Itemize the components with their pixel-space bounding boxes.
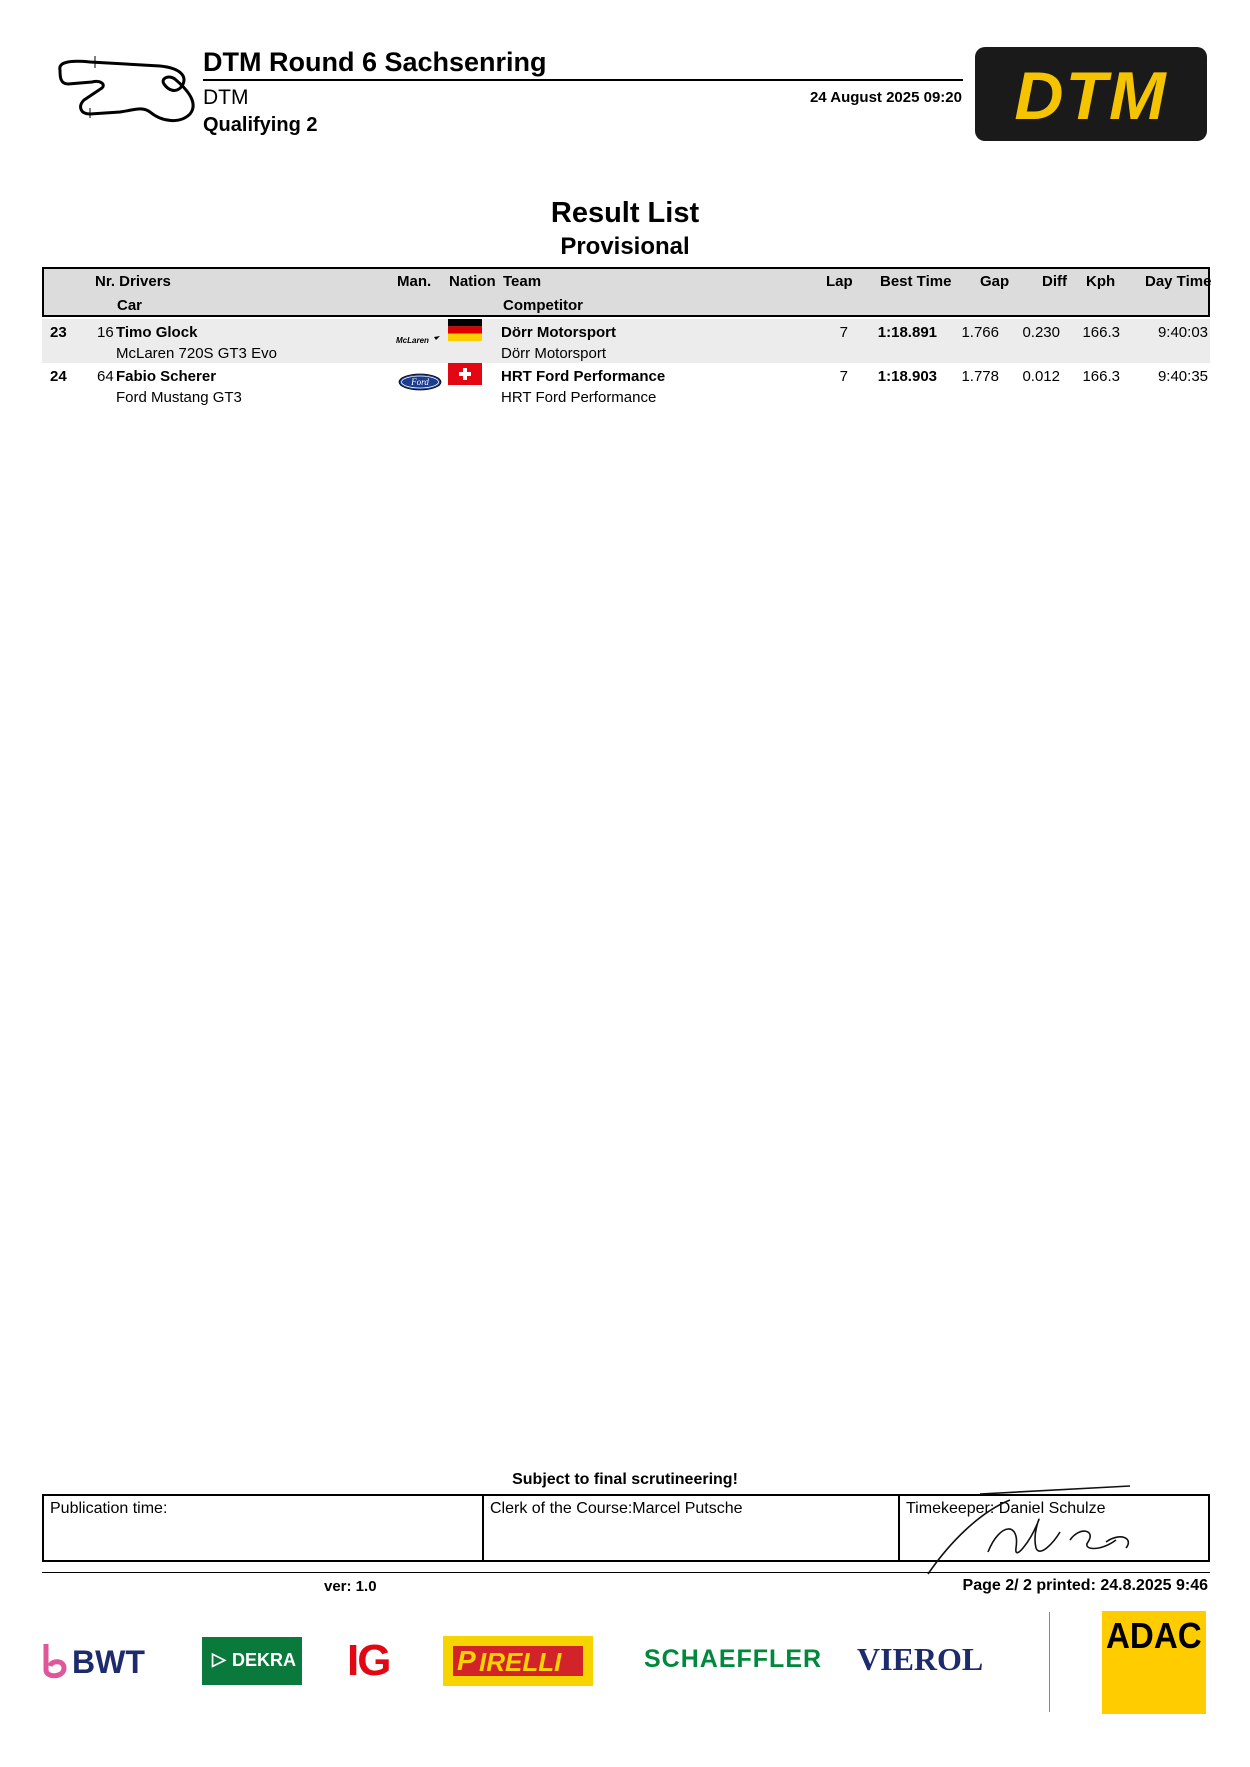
bwt-logo <box>40 1642 152 1682</box>
row-day-time: 9:40:35 <box>1157 368 1208 385</box>
adac-logo-text: ADAC <box>1106 1615 1202 1656</box>
header-lap: Lap <box>826 273 853 290</box>
row-position: 24 <box>50 368 67 385</box>
row-lap: 7 <box>839 368 848 385</box>
svg-text:McLaren: McLaren <box>396 336 429 345</box>
title-rule <box>203 79 963 81</box>
germany-flag-icon <box>448 319 482 341</box>
publication-time-label: Publication time: <box>50 1500 168 1517</box>
row-best-time: 1:18.891 <box>877 324 937 341</box>
switzerland-flag-icon <box>448 363 482 385</box>
clerk-cell <box>484 1496 900 1560</box>
pirelli-logo-text: IRELLI <box>479 1647 562 1677</box>
dtm-logo-text: DTM <box>1014 58 1168 134</box>
row-day-time: 9:40:03 <box>1157 324 1208 341</box>
header-competitor: Competitor <box>503 297 583 314</box>
dekra-arrow-icon: ▷ <box>212 1649 226 1669</box>
row-gap: 1.778 <box>961 368 999 385</box>
row-car: McLaren 720S GT3 Evo <box>116 345 277 362</box>
row-kph: 166.3 <box>1082 324 1120 341</box>
track-map-icon <box>50 48 200 128</box>
row-kph: 166.3 <box>1082 368 1120 385</box>
version-label: ver: 1.0 <box>324 1578 377 1595</box>
header-car: Car <box>117 297 143 314</box>
header-kph: Kph <box>1086 273 1116 290</box>
adac-logo <box>1102 1611 1206 1714</box>
dekra-logo <box>202 1637 302 1685</box>
document-subtitle: Provisional <box>560 233 690 260</box>
row-competitor: Dörr Motorsport <box>501 345 607 362</box>
footer-rule <box>42 1572 1210 1573</box>
dtm-logo <box>975 47 1207 141</box>
row-car-number: 16 <box>97 324 114 341</box>
row-competitor: HRT Ford Performance <box>501 389 657 406</box>
row-position: 23 <box>50 324 67 341</box>
scrutineering-notice: Subject to final scrutineering! <box>512 1471 738 1488</box>
row-lap: 7 <box>839 324 848 341</box>
ford-logo-icon <box>398 373 442 391</box>
table-row <box>42 319 1210 363</box>
dtm-logo-mark <box>975 47 1207 141</box>
row-diff: 0.012 <box>1022 368 1060 385</box>
svg-text:Ford: Ford <box>411 377 429 387</box>
row-diff: 0.230 <box>1022 324 1060 341</box>
row-gap: 1.766 <box>961 324 999 341</box>
header-diff: Diff <box>1042 273 1067 290</box>
row-team: HRT Ford Performance <box>501 368 666 385</box>
clerk-of-course-label: Clerk of the Course:Marcel Putsche <box>490 1500 743 1517</box>
header-nation: Nation <box>449 273 496 290</box>
table-header <box>42 267 1210 317</box>
bwt-logo-text: BWT <box>72 1644 145 1680</box>
header-gap: Gap <box>980 273 1010 290</box>
header-day-time: Day Time <box>1145 273 1212 290</box>
header-man: Man. <box>397 273 432 290</box>
ig-logo: IG <box>347 1636 390 1685</box>
document-title: Result List <box>550 197 700 229</box>
timekeeper-signature <box>920 1482 1160 1578</box>
row-best-time: 1:18.903 <box>877 368 937 385</box>
row-driver: Fabio Scherer <box>116 368 217 385</box>
publication-time-cell <box>44 1496 484 1560</box>
row-driver: Timo Glock <box>116 324 198 341</box>
page-info: Page 2/ 2 printed: 24.8.2025 9:46 <box>962 1577 1208 1594</box>
header-nr-drivers: Nr. Drivers <box>95 273 171 290</box>
event-title: DTM Round 6 Sachsenring <box>203 47 547 77</box>
mclaren-logo-icon <box>396 335 440 345</box>
table-row <box>42 363 1210 407</box>
row-team: Dörr Motorsport <box>501 324 616 341</box>
bwt-drop-icon <box>40 1642 70 1680</box>
pirelli-logo <box>443 1636 593 1686</box>
dekra-logo-text: DEKRA <box>232 1650 297 1670</box>
session-datetime: 24 August 2025 09:20 <box>809 89 962 106</box>
row-car-number: 64 <box>97 368 114 385</box>
session-name: Qualifying 2 <box>203 114 318 136</box>
header-team: Team <box>503 273 542 290</box>
series-name: DTM <box>203 86 249 109</box>
pirelli-p-glyph: P <box>457 1645 477 1676</box>
row-car: Ford Mustang GT3 <box>116 389 242 406</box>
sponsor-divider <box>1049 1612 1050 1712</box>
timekeeper-label: Timekeeper: Daniel Schulze <box>906 1500 1106 1517</box>
header-best-time: Best Time <box>880 273 952 290</box>
vierol-logo: VIEROL <box>857 1641 984 1677</box>
schaeffler-logo: SCHAEFFLER <box>644 1645 823 1673</box>
